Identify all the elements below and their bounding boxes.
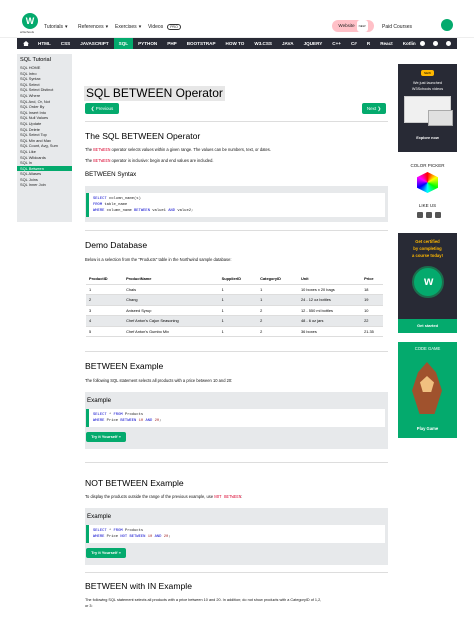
- table-cell: Chef Anton's Gumbo Mix: [123, 326, 219, 337]
- nav-references-label: References: [78, 24, 104, 30]
- code-line: WHERE Price NOT BETWEEN 10 AND 20;: [93, 535, 171, 539]
- table-cell: Chef Anton's Cajun Seasoning: [123, 316, 219, 327]
- color-picker-icon[interactable]: [417, 172, 438, 193]
- sidebar: [17, 54, 72, 222]
- table-cell: 1: [257, 284, 298, 295]
- nav-right-tools: [420, 38, 451, 49]
- between-example-intro: The following SQL statement selects all products with a price between 10 and 20:: [85, 378, 233, 383]
- table-cell: 10 boxes x 20 bags: [298, 284, 361, 295]
- table-cell: 12 - 550 ml bottles: [298, 305, 361, 316]
- topnav-html[interactable]: HTML: [38, 41, 51, 46]
- code-line: WHERE column_name BETWEEN value1 AND value2;: [93, 209, 194, 213]
- sidebar-item[interactable]: SQL Select Top: [20, 132, 47, 138]
- table-cell: 4: [86, 316, 123, 327]
- get-started-button[interactable]: Get started: [398, 319, 457, 333]
- table-row: [86, 326, 383, 337]
- like-us-title: LIKE US: [418, 203, 437, 208]
- topnav-cpp[interactable]: C++: [332, 41, 341, 46]
- topnav-python[interactable]: PYTHON: [138, 41, 158, 46]
- user-avatar-icon[interactable]: [441, 19, 453, 31]
- table-header-row: [86, 274, 383, 284]
- demo-database-title: Demo Database: [85, 240, 148, 250]
- text-the: The: [85, 147, 94, 152]
- table-row: [86, 284, 383, 295]
- code-line: WHERE Price BETWEEN 10 AND 20;: [93, 419, 162, 423]
- paragraph-between-2: [85, 158, 214, 164]
- products-table: [86, 274, 383, 337]
- sidebar-item[interactable]: SQL Order By: [20, 104, 45, 110]
- ad2-line-2: by completing: [413, 246, 442, 251]
- ad2-line-1: Get certified: [415, 239, 440, 244]
- intro-text: To display the products outside the range of the previous example, use: [85, 494, 215, 499]
- section-title-between: The SQL BETWEEN Operator: [85, 131, 201, 141]
- page-title: SQL BETWEEN Operator: [86, 86, 223, 100]
- not-between-intro: [85, 494, 242, 500]
- table-header-cell: SupplierID: [219, 274, 258, 284]
- previous-button[interactable]: ❮ Previous: [85, 103, 119, 114]
- sidebar-item[interactable]: SQL Select: [20, 81, 40, 87]
- paragraph-between-1: [85, 147, 271, 153]
- table-cell: 1: [257, 295, 298, 306]
- divider: [85, 121, 388, 122]
- between-in-intro: The following SQL statement selects all products with a price between 10 and 20. In addition; do not show products with a CategoryID of 1,2,: [85, 598, 322, 602]
- topnav-kotlin[interactable]: Kotlin: [402, 41, 416, 46]
- ad2-line-3: a course today!: [412, 253, 443, 258]
- chevron-down-icon: ▾: [105, 24, 109, 30]
- table-header-cell: ProductName: [123, 274, 219, 284]
- instagram-icon[interactable]: [426, 212, 432, 218]
- sidebar-item[interactable]: SQL Like: [20, 148, 36, 154]
- sidebar-item[interactable]: SQL Update: [20, 120, 42, 126]
- sidebar-item[interactable]: SQL Intro: [20, 70, 37, 76]
- search-icon[interactable]: [446, 41, 451, 46]
- nav-videos[interactable]: [148, 24, 181, 30]
- topnav-java[interactable]: JAVA: [281, 41, 294, 46]
- topnav-howto[interactable]: HOW TO: [225, 41, 245, 46]
- table-cell: 2: [257, 316, 298, 327]
- code-line: SELECT * FROM Products: [93, 529, 144, 533]
- table-cell: 1: [219, 316, 258, 327]
- example-label-1: Example: [87, 397, 112, 404]
- table-cell: 22: [361, 316, 383, 327]
- sidebar-item[interactable]: SQL HOME: [20, 65, 41, 70]
- table-cell: 1: [86, 284, 123, 295]
- table-cell: 1: [219, 326, 258, 337]
- table-cell: Aniseed Syrup: [123, 305, 219, 316]
- new-badge: NEW: [357, 20, 368, 32]
- certification-ad[interactable]: [398, 233, 457, 333]
- divider: [85, 230, 388, 231]
- table-cell: 2: [86, 295, 123, 306]
- example-code-1: [86, 409, 385, 427]
- sidebar-item[interactable]: SQL In: [20, 160, 32, 166]
- table-cell: 1: [219, 295, 258, 306]
- table-cell: 18: [361, 284, 383, 295]
- divider: [85, 351, 388, 352]
- code-game-ad[interactable]: [398, 342, 457, 438]
- divider: [85, 462, 388, 463]
- code-game-title: CODE GAME: [414, 346, 441, 351]
- paragraph-text: operator selects values within a given range. The values can be numbers, text, or dates.: [110, 147, 271, 152]
- topnav-css[interactable]: CSS: [60, 41, 71, 46]
- table-header-cell: ProductID: [86, 274, 123, 284]
- nav-videos-label: Videos: [148, 24, 164, 30]
- website-button[interactable]: [332, 20, 374, 32]
- table-cell: 10: [361, 305, 383, 316]
- topnav-csharp[interactable]: C#: [350, 41, 357, 46]
- nav-tutorials-label: Tutorials: [44, 24, 63, 30]
- topnav-php[interactable]: PHP: [167, 41, 177, 46]
- example-label-2: Example: [87, 513, 112, 520]
- example-code-2: [86, 525, 385, 543]
- between-example-title: BETWEEN Example: [85, 361, 164, 371]
- table-cell: 2: [257, 305, 298, 316]
- topnav-javascript[interactable]: JAVASCRIPT: [80, 41, 109, 46]
- table-cell: 1: [219, 284, 258, 295]
- keyword-between: BETWEEN: [93, 149, 111, 153]
- table-row: [86, 295, 383, 306]
- table-header-cell: Price: [361, 274, 383, 284]
- sidebar-list: [17, 65, 72, 188]
- table-cell: 19: [361, 295, 383, 306]
- facebook-icon[interactable]: [417, 212, 423, 218]
- syntax-code: [86, 193, 385, 217]
- sidebar-item[interactable]: SQL Insert Into: [20, 109, 47, 115]
- table-cell: 5: [86, 326, 123, 337]
- video-player-image: [428, 110, 453, 126]
- ad-line-1: We just launched: [412, 81, 443, 85]
- nav-references[interactable]: [78, 24, 108, 30]
- table-cell: 36 boxes: [298, 326, 361, 337]
- website-label: Website: [338, 23, 355, 28]
- table-header-cell: CategoryID: [257, 274, 298, 284]
- sidebar-item[interactable]: SQL Syntax: [20, 76, 41, 82]
- sidebar-item[interactable]: SQL Min and Max: [20, 137, 51, 143]
- social-icons: [417, 212, 441, 218]
- sidebar-item[interactable]: SQL And, Or, Not: [20, 98, 50, 104]
- sidebar-item[interactable]: SQL Where: [20, 92, 41, 98]
- videos-ad[interactable]: [398, 64, 457, 152]
- table-cell: 2: [257, 326, 298, 337]
- divider: [85, 572, 388, 573]
- not-between-example-title: NOT BETWEEN Example: [85, 478, 184, 488]
- keyword-between: BETWEEN: [93, 160, 111, 164]
- pro-badge: PRO: [167, 24, 181, 30]
- table-row: [86, 305, 383, 316]
- table-cell: 21.35: [361, 326, 383, 337]
- certificate-badge-icon: [412, 266, 444, 298]
- try-it-yourself-button[interactable]: Try it Yourself »: [86, 432, 126, 442]
- topnav-r[interactable]: R: [366, 41, 371, 46]
- play-game-button[interactable]: Play Game: [416, 426, 439, 431]
- top-header: [0, 0, 474, 38]
- color-picker-title: COLOR PICKER: [410, 163, 445, 168]
- table-cell: 3: [86, 305, 123, 316]
- sidebar-item[interactable]: SQL Null Values: [20, 115, 49, 121]
- sidebar-item[interactable]: SQL Aliases: [20, 171, 42, 177]
- demo-intro: Below is a selection from the "Products" table in the Northwind sample database:: [85, 257, 232, 262]
- code-line: FROM table_name: [93, 203, 128, 207]
- table-cell: 1: [219, 305, 258, 316]
- sidebar-item[interactable]: SQL Select Distinct: [20, 87, 54, 93]
- explore-now-link[interactable]: Explore now: [416, 136, 439, 140]
- ad-line-2: W3Schools videos: [411, 87, 444, 91]
- sidebar-item[interactable]: SQL Count, Avg, Sum: [20, 143, 58, 149]
- try-it-yourself-button[interactable]: Try it Yourself »: [86, 548, 126, 558]
- sidebar-title: SQL Tutorial: [20, 57, 51, 63]
- keyword-not-between: NOT BETWEEN: [214, 496, 242, 500]
- intro-end: :: [241, 494, 243, 499]
- topnav-w3css[interactable]: W3.CSS: [254, 41, 272, 46]
- globe-icon[interactable]: [433, 41, 438, 46]
- nav-tutorials[interactable]: [44, 24, 68, 30]
- new-badge: NEW: [421, 70, 434, 76]
- between-in-intro-2: or 3:: [85, 604, 93, 608]
- badge-letter: w: [424, 274, 434, 288]
- table-header-cell: Unit: [298, 274, 361, 284]
- code-line: SELECT * FROM Products: [93, 413, 144, 417]
- text-the: The: [85, 158, 94, 163]
- code-line: SELECT column_name(s): [93, 197, 141, 201]
- next-button[interactable]: Next ❯: [362, 103, 386, 114]
- topnav-sql[interactable]: SQL: [114, 38, 133, 49]
- w3schools-logo[interactable]: W: [22, 13, 38, 29]
- top-navigation: [17, 38, 457, 49]
- linkedin-icon[interactable]: [435, 212, 441, 218]
- topnav-jquery[interactable]: JQUERY: [303, 41, 323, 46]
- home-icon[interactable]: [23, 41, 29, 46]
- table-cell: Chang: [123, 295, 219, 306]
- topnav-react[interactable]: React: [380, 41, 393, 46]
- table-cell: 48 - 6 oz jars: [298, 316, 361, 327]
- sidebar-item[interactable]: SQL Joins: [20, 176, 38, 182]
- topnav-bootstrap[interactable]: BOOTSTRAP: [186, 41, 216, 46]
- between-in-example-title: BETWEEN with IN Example: [85, 581, 192, 591]
- table-body: [86, 284, 383, 337]
- dark-mode-icon[interactable]: [420, 41, 425, 46]
- table-cell: Chais: [123, 284, 219, 295]
- sidebar-item[interactable]: SQL Between: [17, 166, 72, 172]
- sidebar-item[interactable]: SQL Inner Join: [20, 182, 46, 188]
- sidebar-item[interactable]: SQL Wildcards: [20, 154, 46, 160]
- logo-subtitle: w3schools: [20, 30, 35, 34]
- table-cell: 24 - 12 oz bottles: [298, 295, 361, 306]
- paragraph-text: operator is inclusive: begin and end values are included.: [110, 158, 214, 163]
- nav-exercises-label: Exercises: [115, 24, 137, 30]
- chevron-down-icon: ▾: [138, 24, 142, 30]
- nav-exercises[interactable]: [115, 24, 141, 30]
- table-row: [86, 316, 383, 327]
- paid-courses-link[interactable]: Paid Courses: [382, 24, 413, 30]
- sidebar-item[interactable]: SQL Delete: [20, 126, 40, 132]
- syntax-title: BETWEEN Syntax: [85, 171, 137, 178]
- chevron-down-icon: ▾: [65, 24, 68, 30]
